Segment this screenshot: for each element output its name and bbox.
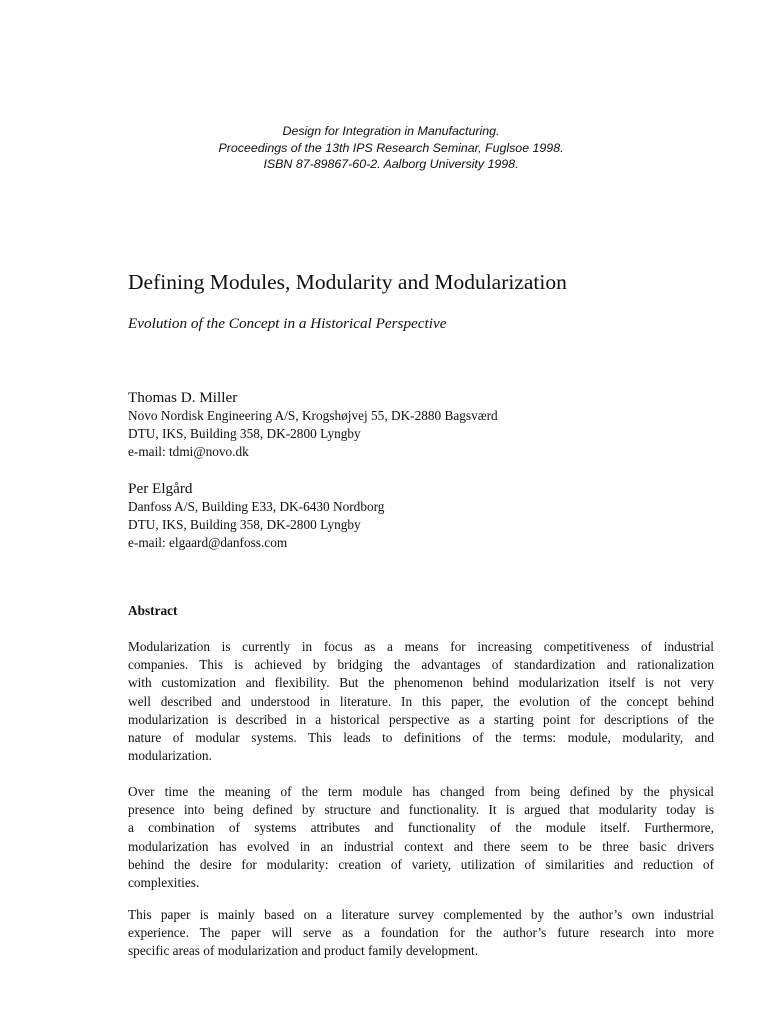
- author-affiliation: Novo Nordisk Engineering A/S, Krogshøjvej 55, DK-2880 Bagsværd: [128, 408, 498, 423]
- author-email: e-mail: elgaard@danfoss.com: [128, 535, 288, 551]
- header-line: Design for Integration in Manufacturing.: [282, 124, 500, 138]
- header-line: ISBN 87-89867-60-2. Aalborg University 1998.: [263, 157, 519, 171]
- author-affiliation: Danfoss A/S, Building E33, DK-6430 Nordborg: [128, 499, 385, 514]
- text-line: modularization has evolved in an industrial context and there seem to be three basic drivers: [128, 838, 714, 854]
- text-line: This paper is mainly based on a literature survey complemented by the author’s own industrial: [128, 907, 714, 922]
- text-line: with customization and flexibility. But the phenomenon behind modularization itself is not very: [128, 675, 714, 691]
- text-line: experience. The paper will serve as a foundation for the author’s future research into more: [128, 925, 714, 941]
- text-line: behind the desire for modularity: creation of variety, utilization of similarities and reduction of: [128, 856, 714, 872]
- abstract-paragraph: [128, 783, 714, 892]
- text-line: Over time the meaning of the term module has changed from being defined by the physical: [128, 784, 714, 799]
- text-line: modularization is described in a historical perspective as a starting point for descriptions of the: [128, 711, 714, 727]
- text-line: Modularization is currently in focus as a means for increasing competitiveness of industrial: [128, 639, 714, 654]
- paper-subtitle: Evolution of the Concept in a Historical Perspective: [128, 315, 447, 332]
- text-line: modularization.: [128, 748, 212, 764]
- text-line: a combination of systems attributes and functionality of the module itself. Furthermore,: [128, 820, 714, 836]
- text-line: specific areas of modularization and product family development.: [128, 943, 479, 959]
- text-line: nature of modular systems. This leads to definitions of the terms: module, modularity, and: [128, 729, 714, 745]
- author-block: [128, 388, 498, 462]
- abstract-paragraph: [128, 906, 714, 961]
- author-affiliation: DTU, IKS, Building 358, DK-2800 Lyngby: [128, 517, 361, 533]
- abstract-paragraph: [128, 638, 714, 765]
- paper-title: Defining Modules, Modularity and Modularization: [128, 270, 567, 294]
- author-block: [128, 479, 384, 553]
- author-email: e-mail: tdmi@novo.dk: [128, 444, 249, 460]
- header-line: Proceedings of the 13th IPS Research Seminar, Fuglsoe 1998.: [218, 140, 564, 155]
- author-affiliation: DTU, IKS, Building 358, DK-2800 Lyngby: [128, 426, 361, 442]
- author-name: Thomas D. Miller: [128, 389, 238, 406]
- abstract-heading: Abstract: [128, 603, 178, 618]
- author-name: Per Elgård: [128, 480, 193, 497]
- text-line: well described and understood in literature. In this paper, the evolution of the concept behind: [128, 693, 714, 709]
- text-line: companies. This is achieved by bridging the advantages of standardization and rationalization: [128, 657, 714, 673]
- text-line: complexities.: [128, 874, 200, 890]
- text-line: presence into being defined by structure and functionality. It is argued that modularity today is: [128, 802, 714, 818]
- proceedings-header: [0, 123, 768, 173]
